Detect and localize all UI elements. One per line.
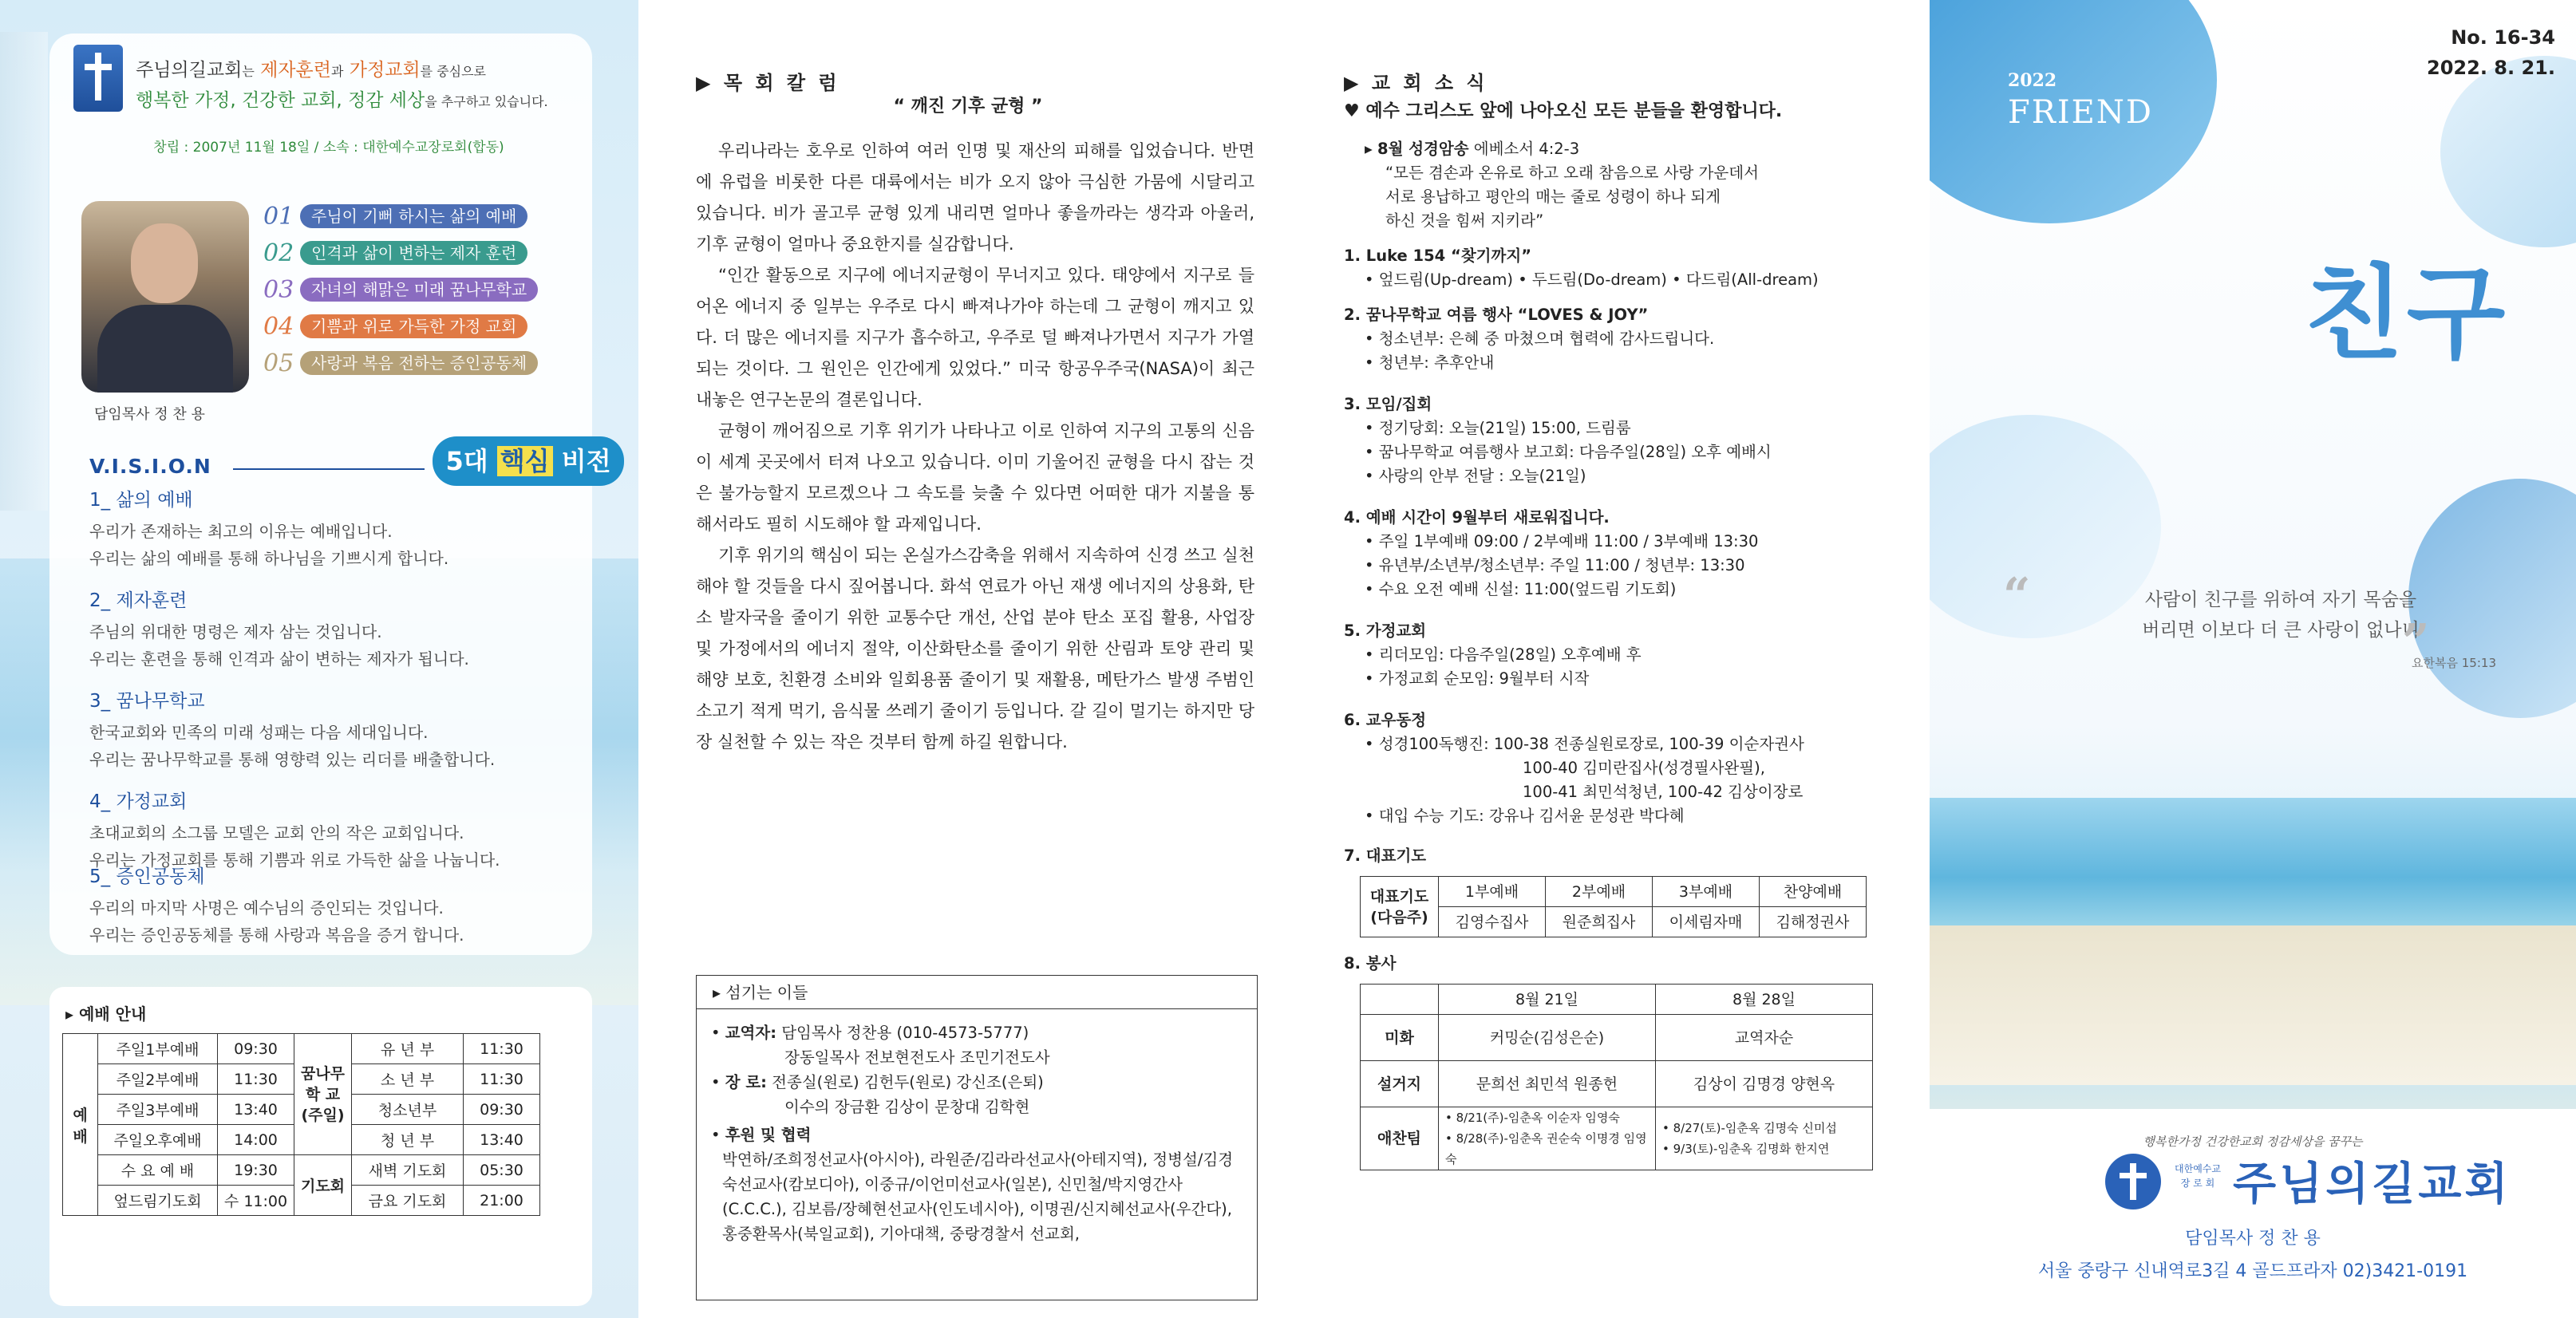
news-item-title: 7. 대표기도	[1344, 846, 1427, 865]
table-corner	[1361, 985, 1439, 1015]
service-name: 청소년부	[352, 1095, 464, 1125]
panel-news	[1309, 0, 1923, 1318]
cover-pastor: 담임목사 정 찬 용	[2185, 1229, 2321, 1249]
church-address: 서울 중랑구 신내역로3길 4 골드프라자 02)3421-0191	[2037, 1261, 2468, 1281]
pillar-number: 04	[263, 312, 294, 341]
issue-info	[2427, 22, 2555, 83]
service-time: 11:30	[464, 1064, 540, 1095]
intro-text: 과	[330, 64, 344, 79]
news-item-title: 5. 가정교회	[1344, 622, 1427, 640]
vision-item-3	[89, 686, 584, 773]
pillar-2	[263, 239, 527, 266]
table-cell: 교역자순	[1656, 1015, 1873, 1061]
vision-item-5	[89, 862, 584, 949]
table-row	[1361, 877, 1867, 907]
table-header: 8월 28일	[1656, 985, 1873, 1015]
choir-line: • 9/3(토)-임춘옥 김명화 한지연	[1662, 1142, 1830, 1156]
verse-line: 하신 것을 힘써 지키라”	[1385, 211, 1544, 230]
news-item-line: • 사랑의 안부 전달 : 오늘(21일)	[1365, 467, 1586, 485]
verse-line: 서로 용납하고 평안의 매는 줄로 성령이 하나 되게	[1385, 187, 1721, 206]
service-name: 새벽 기도회	[352, 1155, 464, 1186]
intro-happy-family: 행복한 가정,	[136, 90, 236, 111]
pillar-label: 인격과 삶이 변하는 제자 훈련	[300, 241, 527, 265]
news-item-line: 100-40 김미란집사(성경필사완필),	[1523, 759, 1765, 777]
news-item-line: • 유년부/소년부/청소년부: 주일 11:00 / 청년부: 13:30	[1365, 556, 1745, 574]
column-paragraph: 균형이 깨어짐으로 기후 위기가 나타나고 이로 인하여 지구의 고통의 신음이 세계 곳곳에서 터져 나오고 있습니다. 이미 기울어진 균형을 다시 잡는 것은 불가능할지 모르겠으나 그 속도를 늦출 수 있다면 어떠한 대가 지불을 통해서라도 필히 시도해야 할 과제입니다.	[696, 421, 1254, 534]
school-group-label: 꿈나무 학 교 (주일)	[294, 1034, 352, 1155]
vision-item-line: 우리는 가정교회를 통해 기쁨과 위로 가득한 삶을 나눕니다.	[89, 850, 500, 870]
service-group-label: 예 배	[63, 1034, 98, 1216]
vision-item-line: 우리는 꿈나무학교를 통해 영향력 있는 리더를 배출합니다.	[89, 750, 496, 769]
column-section-label: 목 회 칼 럼	[723, 72, 840, 94]
support-row: • 후원 및 협력	[711, 1126, 812, 1144]
column-body	[696, 136, 1254, 758]
vision-card	[49, 34, 611, 955]
pastor-body	[97, 305, 233, 393]
choir-line: • 8/28(주)-임춘옥 권순숙 이명경 임영숙	[1445, 1131, 1647, 1166]
duty-role: 설거지	[1361, 1061, 1439, 1107]
pillar-label: 기쁨과 위로 가득한 가정 교회	[300, 314, 527, 338]
vision-item-title: 5_ 증인공동체	[89, 866, 205, 887]
servers-heading: ▸ 섬기는 이들	[697, 976, 1257, 1009]
news-item-title: 1. Luke 154 “찾기까지”	[1344, 247, 1532, 265]
table-row	[63, 1034, 540, 1064]
table-cell: 김영수집사	[1439, 907, 1546, 937]
table-cell: 원준희집사	[1546, 907, 1653, 937]
cover-title: 친구	[2305, 255, 2509, 373]
news-item-line: • 엎드림(Up-dream) • 두드림(Do-dream) • 다드림(All-dream)	[1365, 270, 1819, 289]
pillar-label: 사랑과 복음 전하는 증인공동체	[300, 351, 538, 375]
vision-item-line: 우리는 훈련을 통해 인격과 삶이 변하는 제자가 됩니다.	[89, 649, 469, 669]
table-header: 3부예배	[1653, 877, 1760, 907]
church-intro	[136, 56, 583, 116]
service-time: 19:30	[218, 1155, 294, 1186]
column-title: “ 깨진 기후 균형 ”	[893, 97, 1043, 116]
service-name: 유 년 부	[352, 1034, 464, 1064]
news-item-line: 100-41 최민석청년, 100-42 김상이장로	[1523, 783, 1804, 801]
pastors-text: 장동일목사 전보현전도사 조민기전도사	[784, 1048, 1050, 1067]
service-time: 14:00	[218, 1125, 294, 1155]
pillar-number: 01	[263, 202, 294, 231]
news-item-line: • 정기당회: 오늘(21일) 15:00, 드림룸	[1365, 419, 1631, 437]
choir-line: • 8/27(토)-임춘옥 김명숙 신미섭	[1662, 1121, 1837, 1135]
vision-item-2	[89, 586, 584, 673]
prayer-leader-table	[1360, 876, 1867, 937]
verse-ref: 에베소서 4:2-3	[1473, 140, 1580, 158]
table-cell: 김해정권사	[1760, 907, 1867, 937]
vision-item-line: 우리는 증인공동체를 통해 사랑과 복음을 증거 합니다.	[89, 925, 464, 945]
news-item-line: • 성경100독행진: 100-38 전종실원로장로, 100-39 이순자권사	[1365, 735, 1804, 753]
vision-item-title: 4_ 가정교회	[89, 791, 188, 812]
news-item-line: • 수요 오전 예배 신설: 11:00(엎드림 기도회)	[1365, 580, 1677, 598]
cover-year: 2022	[2008, 70, 2057, 91]
panel-vision	[0, 0, 638, 1318]
quote-line: 버리면 이보다 더 큰 사랑이 없나니	[2142, 620, 2420, 641]
beach-image	[1930, 925, 2576, 1085]
news-item-line: • 가정교회 순모임: 9월부터 시작	[1365, 669, 1590, 688]
column-paragraph: “인간 활동으로 지구에 에너지균형이 무너지고 있다. 태양에서 지구로 들어온 에너지 중 일부는 우주로 다시 빠져나가야 하는데 그 균형이 깨지고 있다. 더 많은 에너지를 지구가 흡수하고, 우주로 덜 빠져나가면서 지구가 가열되는 것이다. 그 원인은 인간에게 있었다.” 미국 항공우주국(NASA)이 최근 내놓은 연구논문의 결론입니다.	[696, 266, 1254, 409]
close-quote-icon: ”	[2402, 614, 2430, 670]
service-name: 소 년 부	[352, 1064, 464, 1095]
cover-friend-en: FRIEND	[2008, 94, 2153, 131]
pillar-4	[263, 313, 527, 340]
service-name: 엎드림기도회	[98, 1186, 218, 1216]
vision-item-line: 우리의 마지막 사명은 예수님의 증인되는 것입니다.	[89, 898, 444, 917]
welcome-line: ♥ 예수 그리스도 앞에 나아오신 모든 분들을 환영합니다.	[1344, 101, 1783, 121]
pastor-label: 담임목사 정 찬 용	[94, 406, 205, 423]
lighthouse-background	[0, 32, 48, 511]
table-cell: 문희선 최민석 원종헌	[1439, 1061, 1656, 1107]
service-name: 수 요 예 배	[98, 1155, 218, 1186]
quote-reference: 요한복음 15:13	[2412, 656, 2496, 670]
table-header: 찬양예배	[1760, 877, 1867, 907]
service-table	[62, 1033, 540, 1216]
elders-text: 이수의 장금환 김상이 문창대 김학현	[784, 1098, 1030, 1116]
servers-body	[697, 1009, 1257, 1257]
service-name: 주일오후예배	[98, 1125, 218, 1155]
verse-label: 8월 성경암송	[1377, 140, 1469, 158]
pillar-number: 05	[263, 349, 294, 377]
news-item-line: • 청소년부: 은혜 중 마쳤으며 협력에 감사드립니다.	[1365, 330, 1715, 348]
table-row	[1361, 1061, 1873, 1107]
support-label: 후원 및 협력	[725, 1126, 812, 1144]
elders-text: 전종실(원로) 김헌두(원로) 강신조(은퇴)	[772, 1073, 1044, 1091]
table-cell	[1656, 1107, 1873, 1170]
table-row	[1361, 985, 1873, 1015]
pillar-5	[263, 349, 538, 377]
vision-item-line: 주님의 위대한 명령은 제자 삼는 것입니다.	[89, 622, 382, 641]
intro-world: 정감 세상	[348, 90, 425, 111]
church-logo-icon	[2105, 1154, 2161, 1209]
service-time: 13:40	[218, 1095, 294, 1125]
welcome-text: 예수 그리스도 앞에 나아오신 모든 분들을 환영합니다.	[1365, 101, 1783, 121]
prayer-leader-label: 대표기도 (다음주)	[1361, 877, 1439, 937]
table-cell: 커밍순(김성은순)	[1439, 1015, 1656, 1061]
service-name: 주일3부예배	[98, 1095, 218, 1125]
service-name: 주일1부예배	[98, 1034, 218, 1064]
cover-quote	[2041, 585, 2520, 645]
table-header: 2부예배	[1546, 877, 1653, 907]
news-item-line: • 리더모임: 다음주일(28일) 오후예배 후	[1365, 645, 1642, 664]
elders-label: 장 로:	[725, 1073, 767, 1091]
table-cell: 이세림자매	[1653, 907, 1760, 937]
badge-count: 5대	[445, 446, 488, 476]
service-time: 11:30	[464, 1034, 540, 1064]
vision-item-line: 초대교회의 소그룹 모델은 교회 안의 작은 교회입니다.	[89, 823, 464, 842]
news-item-line: • 대입 수능 기도: 강유나 김서윤 문성관 박다혜	[1365, 807, 1685, 825]
pastors-row: • 교역자: 담임목사 정찬용 (010-4573-5777)	[711, 1024, 1029, 1042]
table-cell	[1439, 1107, 1656, 1170]
pillar-number: 02	[263, 239, 294, 267]
intro-text: 를 중심으로	[420, 64, 486, 79]
intro-discipleship: 제자훈련	[260, 60, 331, 81]
news-item-title: 3. 모임/집회	[1344, 395, 1432, 413]
service-name: 청 년 부	[352, 1125, 464, 1155]
intro-text: 을 추구하고 있습니다.	[425, 94, 548, 109]
service-name: 금요 기도회	[352, 1186, 464, 1216]
quote-line: 사람이 친구를 위하여 자기 목숨을	[2144, 590, 2417, 610]
vision-item-line: 한국교회와 민족의 미래 성패는 다음 세대입니다.	[89, 723, 429, 742]
vision-title: V.I.S.I.O.N	[89, 455, 211, 478]
badge-core: 핵심	[497, 446, 553, 476]
intro-family-church: 가정교회	[349, 60, 421, 81]
service-heading: ▸ 예배 안내	[65, 1004, 147, 1024]
vision-item-title: 2_ 제자훈련	[89, 590, 188, 611]
service-time: 수 11:00	[218, 1186, 294, 1216]
denomination-label: 대한예수교 장 로 회	[2175, 1163, 2221, 1189]
servers-box	[696, 975, 1258, 1300]
support-text: 박연하/조희정선교사(아시아), 라원준/김라라선교사(아테지역), 정병설/김경숙선교사(캄보디아), 이중규/이언미선교사(일본), 신민철/박지영간사(C.C.C.), 김보름/장혜현선교사(인도네시아), 이명권/신지혜선교사(우간다), 홍중환목사(북일교회), 기아대책, 중랑경찰서 선교회,	[722, 1150, 1234, 1243]
vision-item-title: 3_ 꿈나무학교	[89, 691, 205, 712]
pastor-face	[131, 223, 198, 303]
choir-line: • 8/21(주)-임춘옥 이순자 임영숙	[1445, 1111, 1620, 1125]
intro-text: 는	[242, 64, 255, 79]
panel-cover	[1930, 0, 2576, 1318]
church-slogan: 행복한가정 건강한교회 정감세상을 꿈꾸는	[2143, 1135, 2363, 1149]
vision-item-title: 1_ 삶의 예배	[89, 490, 193, 511]
news-item-line: • 청년부: 추후안내	[1365, 353, 1495, 372]
service-heading-text: 예배 안내	[79, 1004, 147, 1024]
elders-row: • 장 로: 전종실(원로) 김헌두(원로) 강신조(은퇴)	[711, 1073, 1044, 1091]
open-quote-icon: “	[2003, 568, 2031, 624]
founded-info: 창립 : 2007년 11월 18일 / 소속 : 대한예수교장로회(합동)	[153, 140, 504, 156]
pillar-3	[263, 276, 538, 303]
pillar-label: 주님이 기뻐 하시는 삶의 예배	[300, 204, 527, 228]
table-row	[63, 1155, 540, 1186]
prayer-group-label: 기도회	[294, 1155, 352, 1216]
table-header: 8월 21일	[1439, 985, 1656, 1015]
issue-number: No. 16-34	[2451, 26, 2555, 49]
news-item-title: 2. 꿈나무학교 여름 행사 “LOVES & JOY”	[1344, 306, 1649, 324]
pillar-number: 03	[263, 275, 294, 304]
column-paragraph: 기후 위기의 핵심이 되는 온실가스감축을 위해서 지속하여 신경 쓰고 실천해야 할 것들을 다시 짚어봅니다. 화석 연료가 아닌 재생 에너지의 상용화, 탄소 발자국을 줄이기 위한 교통수단 개선, 산업 분야 탄소 포집 활용, 사업장 및 가정에서의 에너지 절약, 이산화탄소를 줄이기 위한 산림과 토양 관리 및 해양 보호, 친환경 소비와 일회용품 줄이기 및 재활용, 메탄가스 발생 주범인 소고기 적게 먹기, 음식물 쓰레기 줄이기 등입니다. 갈 길이 멀기는 하지만 당장 실천할 수 있는 작은 것부터 함께 하길 원합니다.	[696, 546, 1254, 752]
news-item-line: • 주일 1부예배 09:00 / 2부예배 11:00 / 3부예배 13:30	[1365, 532, 1759, 550]
church-name: 주님의길교회	[2233, 1158, 2511, 1210]
verse-line: “모든 겸손과 온유로 하고 오래 참음으로 사랑 가운데서	[1385, 164, 1759, 182]
service-time: 21:00	[464, 1186, 540, 1216]
intro-church-name: 주님의길교회	[136, 60, 243, 81]
pillar-label: 자녀의 해맑은 미래 꿈나무학교	[300, 278, 538, 302]
service-duty-table	[1360, 984, 1873, 1170]
pastor-photo	[81, 201, 249, 393]
servers-heading-text: 섬기는 이들	[725, 983, 808, 1002]
news-item-title: 8. 봉사	[1344, 954, 1397, 973]
issue-date: 2022. 8. 21.	[2427, 57, 2555, 79]
news-item-line: • 꿈나무학교 여름행사 보고회: 다음주일(28일) 오후 예배시	[1365, 443, 1772, 461]
badge-vision: 비전	[561, 446, 611, 476]
duty-role: 미화	[1361, 1015, 1439, 1061]
memory-verse: ▸ 8월 성경암송 에베소서 4:2-3	[1365, 140, 1580, 158]
column-section-title: ▶ 목 회 칼 럼	[696, 72, 840, 94]
table-row	[1361, 1015, 1873, 1061]
panel-column	[648, 0, 1288, 1318]
decor-blob	[2440, 56, 2576, 247]
pillar-1	[263, 203, 527, 230]
news-list	[1344, 137, 1902, 1170]
vision-badge	[433, 436, 624, 486]
vision-item-4	[89, 787, 584, 874]
service-time: 13:40	[464, 1125, 540, 1155]
service-time: 09:30	[218, 1034, 294, 1064]
service-name: 주일2부예배	[98, 1064, 218, 1095]
table-header: 1부예배	[1439, 877, 1546, 907]
pastors-text: 담임목사 정찬용 (010-4573-5777)	[781, 1024, 1029, 1042]
vision-item-1	[89, 485, 584, 572]
vision-item-line: 우리는 삶의 예배를 통해 하나님을 기쁘시게 합니다.	[89, 549, 449, 568]
pastors-label: 교역자:	[725, 1024, 777, 1042]
service-schedule	[49, 987, 592, 1306]
cross-logo-icon	[73, 45, 123, 112]
service-time: 11:30	[218, 1064, 294, 1095]
news-item-title: 6. 교우동정	[1344, 711, 1427, 729]
news-section-label: 교 회 소 식	[1371, 72, 1488, 94]
table-row	[1361, 1107, 1873, 1170]
duty-role: 애찬팀	[1361, 1107, 1439, 1170]
news-item-title: 4. 예배 시간이 9월부터 새로워집니다.	[1344, 508, 1610, 527]
news-section-title: ▶ 교 회 소 식	[1344, 72, 1488, 94]
table-cell: 김상이 김명경 양현옥	[1656, 1061, 1873, 1107]
vision-divider	[233, 468, 425, 470]
service-time: 05:30	[464, 1155, 540, 1186]
intro-healthy-church: 건강한 교회,	[242, 90, 342, 111]
column-paragraph: 우리나라는 호우로 인하여 여러 인명 및 재산의 피해를 입었습니다. 반면에 유럽을 비롯한 다른 대륙에서는 비가 오지 않아 극심한 가뭄에 시달리고 있습니다. 비가 골고루 균형 있게 내리면 얼마나 좋을까라는 생각과 아울러, 기후 균형이 얼마나 중요한지를 실감합니다.	[696, 141, 1254, 254]
service-time: 09:30	[464, 1095, 540, 1125]
vision-item-line: 우리가 존재하는 최고의 이유는 예배입니다.	[89, 522, 393, 541]
